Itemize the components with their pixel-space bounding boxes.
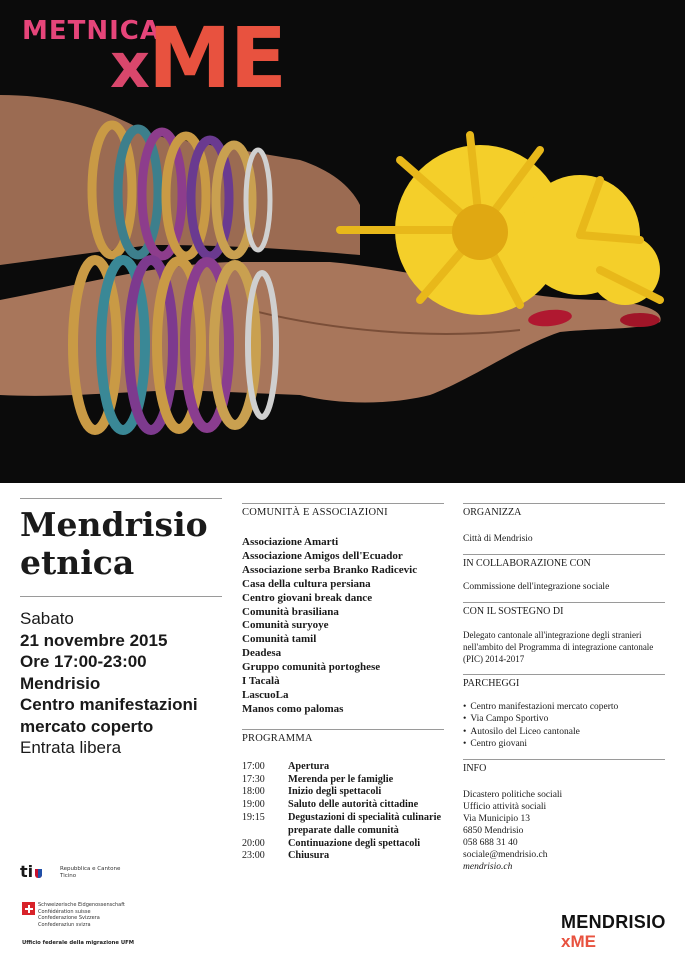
list-item: Manos como palomas	[242, 702, 344, 715]
ch-line: Schweizerische Eidgenossenschaft	[38, 902, 125, 908]
info-line: Ufficio attività sociali	[463, 802, 547, 813]
info-line: Dicastero politiche sociali	[463, 790, 563, 801]
info-line: Via Municipio 13	[463, 814, 530, 825]
program-activity: Degustazioni di specialità culinarie preparate dalle comunità	[288, 811, 442, 836]
list-item: Comunità tamil	[242, 633, 317, 646]
collab-text: Commissione dell'integrazione sociale	[463, 582, 610, 592]
event-day: Sabato	[20, 609, 74, 628]
program-activity: Apertura	[288, 760, 330, 772]
event-time: Ore 17:00-23:00	[20, 652, 147, 671]
list-item: I Tacalà	[242, 675, 280, 688]
list-item: Comunità brasiliana	[242, 605, 339, 618]
info-heading: INFO	[463, 763, 487, 775]
program-column	[242, 503, 444, 863]
sostegno-heading: CON IL SOSTEGNO DI	[463, 606, 564, 617]
list-item: • Via Campo Sportivo	[463, 713, 665, 725]
program-activity: Inizio degli spettacoli	[288, 786, 382, 798]
collab-heading: IN COLLABORAZIONE CON	[463, 558, 591, 569]
swiss-confederation-text	[38, 902, 158, 928]
event-venue-line2: mercato coperto	[20, 716, 154, 736]
parcheggi-list	[463, 701, 665, 750]
program-heading: PROGRAMMA	[242, 732, 313, 744]
ticino-logo	[20, 862, 121, 881]
event-venue-line1: Centro manifestazioni	[20, 695, 198, 714]
swiss-confederation-logo	[22, 902, 125, 928]
program-time: 17:00	[242, 760, 265, 772]
program-activity: Chiusura	[288, 850, 330, 862]
program-row	[242, 812, 444, 838]
organizza-text: Città di Mendrisio	[463, 534, 533, 544]
program-time: 19:15	[242, 811, 265, 823]
program-row	[242, 761, 444, 774]
event-date: 21 novembre 2015	[20, 630, 168, 650]
mendrisio-logo-xme: xME	[561, 932, 596, 951]
list-item: • Autosilo del Liceo cantonale	[463, 726, 665, 738]
ti-mark: ti	[20, 862, 34, 881]
event-column	[20, 498, 222, 759]
list-item: Deadesa	[242, 647, 282, 660]
program-table	[242, 761, 444, 863]
program-time: 18:00	[242, 786, 265, 798]
ticino-text	[60, 866, 130, 880]
mendrisio-logo	[561, 912, 666, 952]
event-place: Mendrisio	[20, 673, 101, 693]
list-item: Centro giovani break dance	[242, 591, 373, 604]
swiss-flag-icon	[22, 902, 35, 915]
logo-metnica-text: METNICA	[22, 16, 162, 46]
program-row	[242, 850, 444, 863]
program-row	[242, 786, 444, 799]
info-block	[463, 789, 665, 873]
list-item: LascuoLa	[242, 688, 289, 701]
program-time: 20:00	[242, 837, 265, 849]
ticino-shield-icon	[35, 869, 42, 878]
divider	[20, 596, 222, 597]
ch-line: Confederaziun svizra	[38, 921, 91, 928]
list-item: • Centro manifestazioni mercato coperto	[463, 701, 665, 713]
program-time: 19:00	[242, 799, 265, 811]
divider	[20, 498, 222, 499]
event-title-line1: Mendrisio	[20, 505, 208, 544]
associations-list	[242, 536, 444, 717]
info-column	[463, 503, 665, 873]
event-entry: Entrata libera	[20, 738, 122, 757]
program-activity: Continuazione degli spettacoli	[288, 837, 421, 849]
sostegno-text: Delegato cantonale all'integrazione degli stranieri nell'ambito del Programma di integrazione cantonale (PIC) 2014-2017	[463, 630, 654, 664]
event-title	[20, 506, 222, 582]
parcheggi-heading: PARCHEGGI	[463, 678, 520, 689]
program-time: 17:30	[242, 773, 265, 785]
mendrisio-logo-text: MENDRISIO	[561, 912, 666, 932]
event-title-line2: etnica	[20, 543, 135, 582]
logo-x: x	[110, 29, 148, 102]
list-item: Associazione Amigos dell'Ecuador	[242, 549, 403, 562]
ticino-text-line2: Ticino	[60, 873, 77, 879]
program-row	[242, 774, 444, 787]
ch-line: Confédération suisse	[38, 908, 91, 915]
organizza-heading: ORGANIZZA	[463, 507, 522, 518]
info-line: 058 688 31 40	[463, 838, 518, 849]
ticino-text-line1: Repubblica e Cantone	[60, 866, 121, 872]
event-details	[20, 608, 222, 759]
info-email-link[interactable]: sociale@mendrisio.ch	[463, 850, 548, 861]
list-item: Gruppo comunità portoghese	[242, 661, 381, 674]
list-item: • Centro giovani	[463, 738, 665, 750]
hands-flower-illustration	[0, 0, 685, 483]
info-line: 6850 Mendrisio	[463, 826, 524, 837]
hero-photo	[0, 0, 685, 483]
logo-xme	[110, 9, 285, 108]
list-item: Casa della cultura persiana	[242, 577, 371, 590]
list-item: Associazione Amarti	[242, 536, 339, 548]
list-item: Comunità suryoye	[242, 619, 329, 632]
info-web-link[interactable]: mendrisio.ch	[463, 862, 513, 873]
program-time: 23:00	[242, 850, 265, 862]
program-activity: Saluto delle autorità cittadine	[288, 799, 419, 811]
program-row	[242, 838, 444, 851]
program-activity: Merenda per le famiglie	[288, 773, 394, 785]
ch-line: Confederazione Svizzera	[38, 915, 100, 922]
metnica-logo	[22, 9, 285, 107]
associations-heading: COMUNITÀ E ASSOCIAZIONI	[242, 507, 388, 518]
list-item: Associazione serba Branko Radicevic	[242, 563, 418, 576]
program-row	[242, 799, 444, 812]
logo-me: ME	[148, 9, 285, 107]
ufm-label: Ufficio federale della migrazione UFM	[22, 940, 135, 946]
